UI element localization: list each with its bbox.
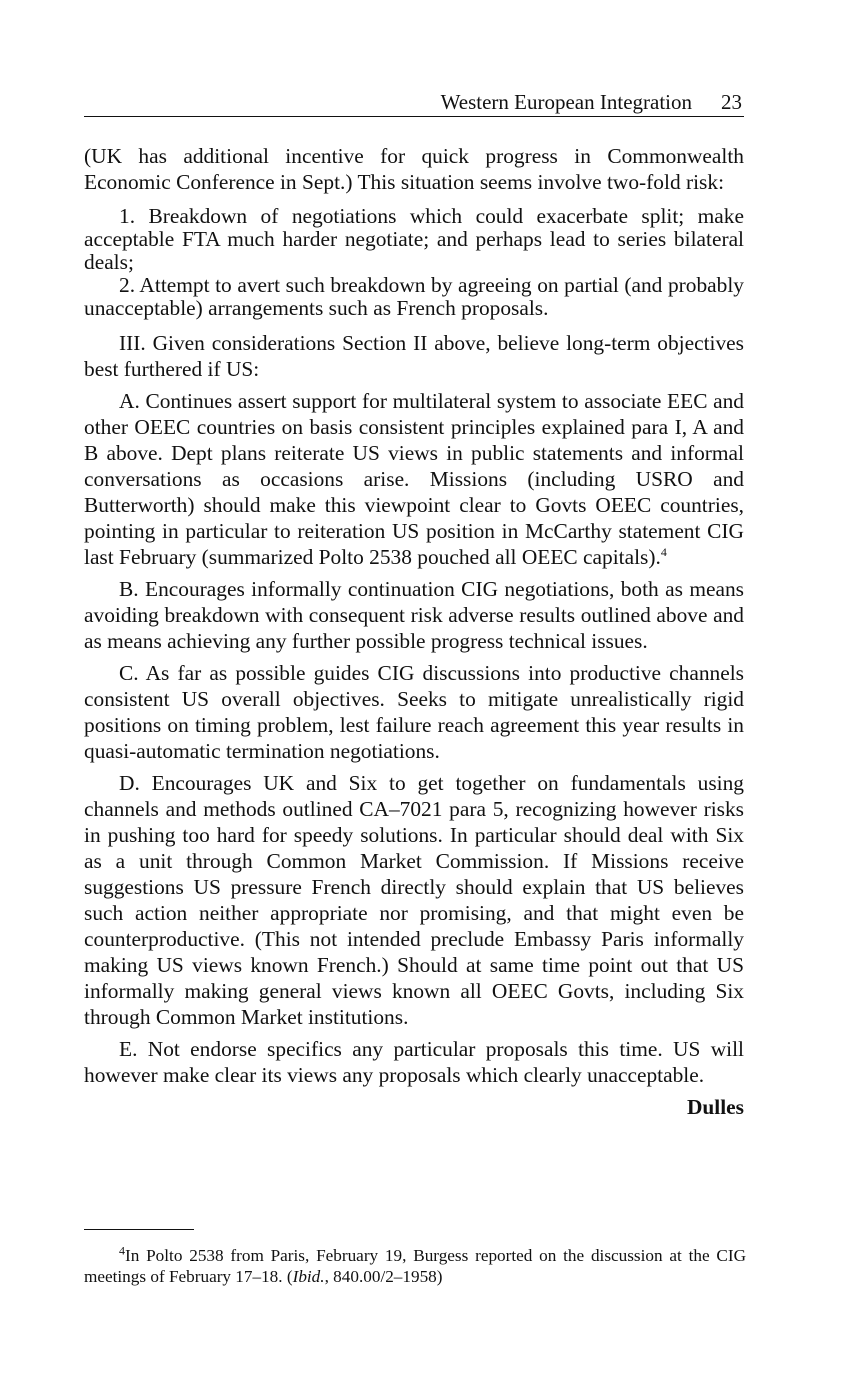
page-number: 23 — [721, 90, 742, 114]
running-title: Western European Integration — [440, 90, 692, 114]
footnote-marker: 4 — [119, 1243, 125, 1258]
intro-paragraph: (UK has additional incentive for quick progress in Commonwealth Economic Conference in Sept.) This situation seems involve two-fold risk: — [84, 144, 744, 194]
paragraph-a — [84, 388, 744, 570]
running-header — [84, 88, 744, 117]
paragraph-c: C. As far as possible guides CIG discussions into productive channels consistent US overall objectives. Seeks to mitigate unrealistically rigid positions on timing problem, lest failure reach agreement this year results in quasi-automatic termination negotiations. — [84, 661, 744, 763]
footnote — [84, 1245, 746, 1287]
risk-item-1: 1. Breakdown of negotiations which could exacerbate split; make acceptable FTA much harder negotiate; and perhaps lead to series bilateral deals; — [84, 204, 744, 274]
footnote-divider — [84, 1229, 194, 1230]
footnote-text-before: In Polto 2538 from Paris, February 19, Burgess reported on the discussion at the CIG meetings of February 17–18. ( — [84, 1246, 746, 1286]
paragraph-b: B. Encourages informally continuation CIG negotiations, both as means avoiding breakdown with consequent risk adverse results outlined above and as means achieving any further possible progress technical issues. — [84, 577, 744, 653]
section-iii-paragraph: III. Given considerations Section II above, believe long-term objectives best furthered if US: — [84, 331, 744, 381]
paragraph-d: D. Encourages UK and Six to get together on fundamentals using channels and methods outlined CA–7021 para 5, recognizing however risks in pushing too hard for speedy solutions. In particular should deal with Six as a unit through Common Market Commission. If Missions receive suggestions US pressure French directly should explain that US believes such action neither appropriate nor promising, and that might even be counterproductive. (This not intended preclude Embassy Paris informally making US views known French.) Should at same time point out that US informally making general views known all OEEC Govts, including Six through Common Market institutions. — [84, 771, 744, 1029]
footnote-ibid: Ibid. — [292, 1267, 325, 1286]
footnote-ref[interactable]: 4 — [660, 544, 667, 559]
paragraph-e: E. Not endorse specifics any particular proposals this time. US will however make clear its views any proposals which clearly unacceptable. — [84, 1037, 744, 1087]
paragraph-a-text: A. Continues assert support for multilateral system to associate EEC and other OEEC countries on basis consistent principles explained para I, A and B above. Dept plans reiterate US views in public statements and informal conversations as occasions arise. Missions (including USRO and Butterworth) should make this viewpoint clear to Govts OEEC countries, pointing in particular to reiteration US position in McCarthy statement CIG last February (summarized Polto 2538 pouched all OEEC capitals). — [84, 389, 744, 569]
footnote-text — [84, 1245, 746, 1287]
risk-item-2: 2. Attempt to avert such breakdown by agreeing on partial (and probably unacceptable) arrangements such as French proposals. — [84, 273, 744, 320]
signature: Dulles — [686, 1095, 744, 1119]
body-text — [84, 143, 744, 1120]
footnote-text-after: , 840.00/2–1958) — [324, 1267, 443, 1286]
